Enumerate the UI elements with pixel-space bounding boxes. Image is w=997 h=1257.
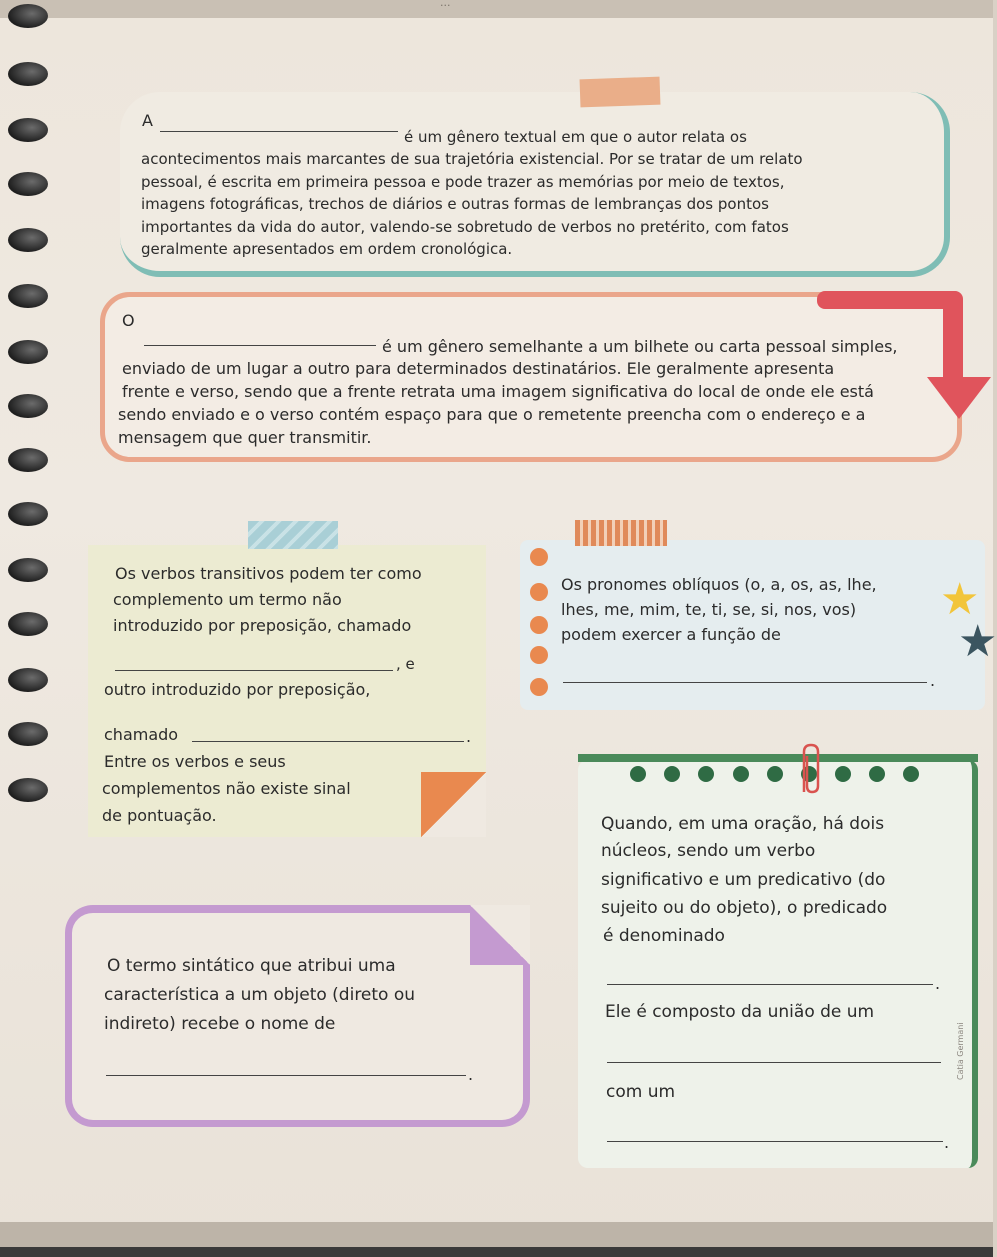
- card1-line: imagens fotográficas, trechos de diários e outras formas de lembranças dos pontos: [141, 195, 769, 213]
- tape-decoration: [580, 77, 661, 108]
- spiral-ring-icon: [8, 722, 48, 746]
- paperclip-icon: [796, 742, 826, 796]
- spiral-ring-icon: [8, 448, 48, 472]
- spiral-ring-icon: [8, 612, 48, 636]
- card6-line: O termo sintático que atribui uma: [107, 956, 396, 976]
- card1-line: geralmente apresentados em ordem cronológica.: [141, 240, 513, 258]
- card3-line: introduzido por preposição, chamado: [113, 616, 412, 635]
- spiral-ring-icon: [8, 558, 48, 582]
- card5-line: Quando, em uma oração, há dois: [601, 814, 885, 834]
- card5-line: com um: [606, 1082, 676, 1102]
- card4-answer-blank[interactable]: [563, 682, 927, 683]
- pin-icon: [733, 766, 749, 782]
- tape-decoration: [248, 521, 338, 549]
- bullet-dot-icon: [530, 678, 548, 696]
- yellow-star-icon: ★: [940, 574, 980, 625]
- card3-line: complemento um termo não: [113, 590, 342, 609]
- card5-line: núcleos, sendo um verbo: [601, 841, 816, 861]
- spiral-ring-icon: [8, 340, 48, 364]
- card6-line: característica a um objeto (direto ou: [104, 985, 416, 1005]
- card3-answer-blank-1[interactable]: [115, 670, 393, 671]
- card3-line: Os verbos transitivos podem ter como: [115, 564, 422, 583]
- card1-line: pessoal, é escrita em primeira pessoa e pode trazer as memórias por meio de textos,: [141, 173, 785, 191]
- bullet-dot-icon: [530, 616, 548, 634]
- spiral-ring-icon: [8, 62, 48, 86]
- top-cut-text: ...: [440, 0, 451, 9]
- red-bar-decoration: [943, 291, 963, 386]
- card2-line: enviado de um lugar a outro para determinados destinatários. Ele geralmente apresenta: [122, 359, 835, 378]
- bullet-dot-icon: [530, 583, 548, 601]
- pin-icon: [664, 766, 680, 782]
- spiral-ring-icon: [8, 4, 48, 28]
- spiral-ring-icon: [8, 172, 48, 196]
- pin-icon: [869, 766, 885, 782]
- card6-end-dot: .: [468, 1065, 474, 1084]
- card5-dot: .: [944, 1133, 950, 1152]
- card3-line: de pontuação.: [102, 806, 217, 825]
- card5-line: é denominado: [603, 926, 725, 946]
- card5-answer-blank-2[interactable]: [607, 1062, 941, 1063]
- card5-dot: .: [935, 974, 941, 993]
- spiral-ring-icon: [8, 118, 48, 142]
- card5-line: significativo e um predicativo (do: [601, 870, 886, 890]
- card1-answer-blank[interactable]: [160, 131, 398, 132]
- card1-article: A: [142, 111, 153, 130]
- card2-line: frente e verso, sendo que a frente retrata uma imagem significativa do local de onde ele está: [122, 382, 874, 401]
- card6-line: indireto) recebe o nome de: [104, 1014, 336, 1034]
- card5-line: Ele é composto da união de um: [605, 1002, 875, 1022]
- spiral-ring-icon: [8, 668, 48, 692]
- card2-line: mensagem que quer transmitir.: [118, 428, 372, 447]
- navy-star-icon: ★: [958, 616, 997, 667]
- folded-corner-decoration: [470, 905, 530, 965]
- card4-line: podem exercer a função de: [561, 625, 781, 644]
- top-strip: [0, 0, 993, 18]
- card1-line: importantes da vida do autor, valendo-se sobretudo de verbos no pretérito, com fatos: [141, 218, 789, 236]
- card1-line: acontecimentos mais marcantes de sua trajetória existencial. Por se tratar de um relato: [141, 150, 803, 168]
- green-line-decoration: [578, 754, 978, 762]
- spiral-ring-icon: [8, 228, 48, 252]
- tape-decoration: [575, 520, 667, 546]
- spiral-ring-icon: [8, 284, 48, 308]
- dog-ear-decoration: [421, 772, 486, 837]
- card3-and: , e: [396, 655, 415, 673]
- pin-icon: [630, 766, 646, 782]
- card2-article: O: [122, 311, 135, 330]
- card5-line: sujeito ou do objeto), o predicado: [601, 898, 888, 918]
- card4-line: lhes, me, mim, te, ti, se, si, nos, vos): [561, 600, 857, 619]
- bottom-strip: [0, 1222, 993, 1257]
- red-arrow-icon: [927, 377, 991, 419]
- card6-answer-blank[interactable]: [106, 1075, 466, 1076]
- bottom-band: [0, 1247, 993, 1257]
- card5-answer-blank-1[interactable]: [607, 984, 933, 985]
- card3-end-dot: .: [466, 727, 472, 746]
- spiral-ring-icon: [8, 502, 48, 526]
- card3-line: Entre os verbos e seus: [104, 752, 286, 771]
- card2-line: sendo enviado e o verso contém espaço para que o remetente preencha com o endereço e a: [118, 405, 866, 424]
- card2-answer-blank[interactable]: [144, 345, 376, 346]
- bullet-dot-icon: [530, 548, 548, 566]
- card3-answer-blank-2[interactable]: [192, 741, 464, 742]
- card4-line: Os pronomes oblíquos (o, a, os, as, lhe,: [561, 575, 877, 594]
- card3-line: complementos não existe sinal: [102, 779, 351, 798]
- bullet-dot-icon: [530, 646, 548, 664]
- pin-icon: [903, 766, 919, 782]
- card2-line1: é um gênero semelhante a um bilhete ou carta pessoal simples,: [382, 337, 898, 356]
- card4-end-dot: .: [930, 671, 936, 690]
- spiral-ring-icon: [8, 394, 48, 418]
- pin-icon: [835, 766, 851, 782]
- card1-line1: é um gênero textual em que o autor relata os: [404, 128, 747, 146]
- spiral-ring-icon: [8, 778, 48, 802]
- card3-chamado: chamado: [104, 725, 179, 744]
- card5-answer-blank-3[interactable]: [607, 1141, 943, 1142]
- side-credit: Catia Germani: [956, 1022, 965, 1080]
- pin-icon: [767, 766, 783, 782]
- card3-line: outro introduzido por preposição,: [104, 680, 371, 699]
- pin-icon: [698, 766, 714, 782]
- red-bar-decoration: [817, 291, 962, 309]
